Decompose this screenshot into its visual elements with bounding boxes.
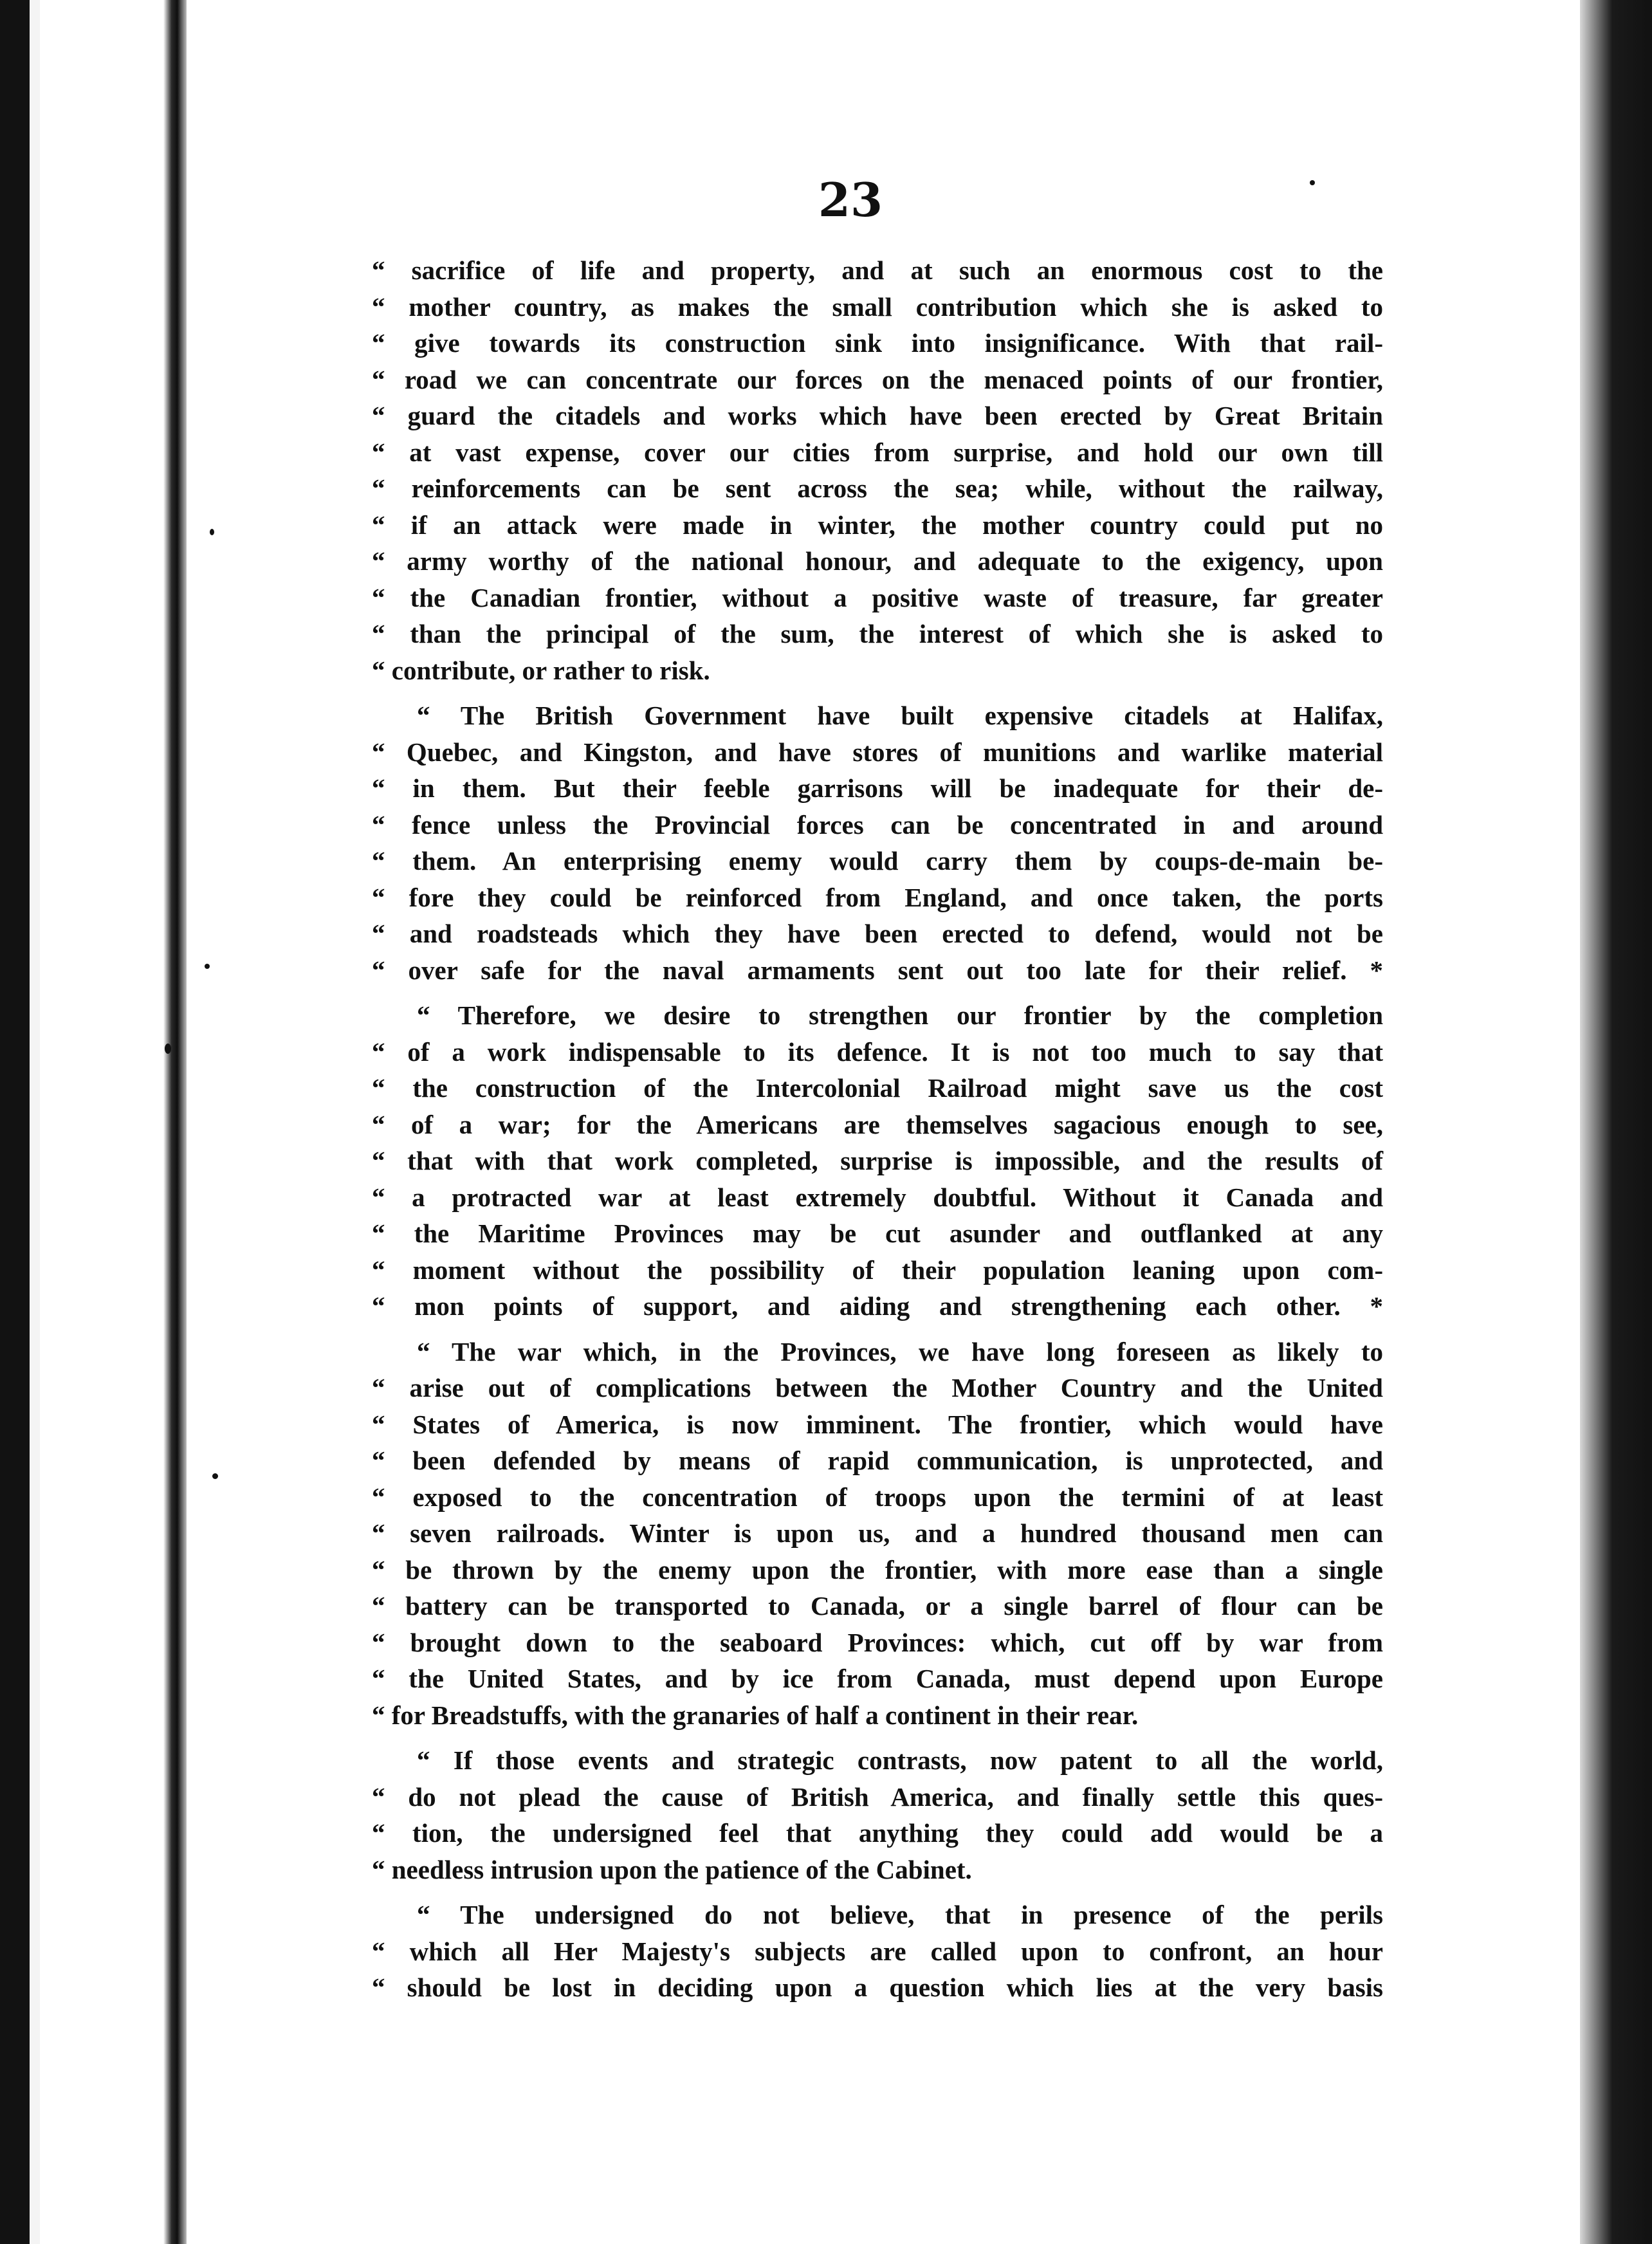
text-line: “ arise out of complications between the Mother Country and the United: [372, 1373, 1383, 1402]
text-line: “ been defended by means of rapid communication, is unprotected, and: [372, 1446, 1383, 1475]
text-line: “ give towards its construction sink into insignificance. With that rail-: [372, 328, 1383, 358]
gutter-line: [163, 0, 187, 2244]
ink-speck: [212, 1473, 218, 1479]
text-line: “ reinforcements can be sent across the sea; while, without the railway,: [372, 474, 1383, 503]
text-line: “ sacrifice of life and property, and at such an enormous cost to the: [372, 255, 1383, 285]
text-line: “ moment without the possibility of their population leaning upon com-: [372, 1255, 1383, 1285]
text-line: “ guard the citadels and works which have been erected by Great Britain: [372, 401, 1383, 430]
text-line: “ the construction of the Intercolonial Railroad might save us the cost: [372, 1073, 1383, 1103]
text-line: “ and roadsteads which they have been erected to defend, would not be: [372, 919, 1383, 948]
ink-speck: [205, 964, 210, 969]
binding-gap: [30, 0, 40, 2244]
text-line: “ should be lost in deciding upon a question which lies at the very basis: [372, 1973, 1383, 2002]
ink-speck: [210, 529, 214, 535]
text-line: “ a protracted war at least extremely doubtful. Without it Canada and: [372, 1182, 1383, 1212]
text-line: “ mon points of support, and aiding and strengthening each other. *: [372, 1291, 1383, 1321]
text-line: “ in them. But their feeble garrisons will be inadequate for their de-: [372, 773, 1383, 803]
ink-speck: [165, 1044, 171, 1054]
text-line: “ needless intrusion upon the patience of the Cabinet.: [372, 1854, 972, 1884]
text-line: “ fore they could be reinforced from England, and once taken, the ports: [372, 882, 1383, 912]
page-number: 23: [818, 172, 883, 227]
text-line: “ than the principal of the sum, the interest of which she is asked to: [372, 619, 1383, 648]
text-line: “ which all Her Majesty's subjects are called upon to confront, an hour: [372, 1936, 1383, 1966]
text-line: “ The undersigned do not believe, that in presence of the perils: [417, 1900, 1383, 1929]
page-text: [372, 252, 1383, 2006]
text-line: “ the Canadian frontier, without a positive waste of treasure, far greater: [372, 582, 1383, 612]
text-line: “ over safe for the naval armaments sent out too late for their relief. *: [372, 955, 1383, 985]
binding-shadow: [0, 0, 30, 2244]
text-line: “ mother country, as makes the small contribution which she is asked to: [372, 291, 1383, 322]
text-line: “ them. An enterprising enemy would carry them by coups-de-main be-: [372, 846, 1383, 876]
text-line: “ of a work indispensable to its defence. It is not too much to say that: [372, 1036, 1383, 1067]
text-line: “ battery can be transported to Canada, or a single barrel of flour can be: [372, 1591, 1383, 1621]
text-line: “ seven railroads. Winter is upon us, and a hundred thousand men can: [372, 1518, 1383, 1548]
text-line: “ fence unless the Provincial forces can be concentrated in and around: [372, 809, 1383, 840]
text-line: “ the United States, and by ice from Canada, must depend upon Europe: [372, 1664, 1383, 1693]
text-line: “ army worthy of the national honour, and adequate to the exigency, upon: [372, 546, 1383, 576]
text-line: “ Therefore, we desire to strengthen our frontier by the completion: [417, 1000, 1383, 1030]
text-line: “ that with that work completed, surprise is impossible, and the results of: [372, 1146, 1383, 1175]
ink-speck: [1310, 180, 1315, 185]
text-line: “ for Breadstuffs, with the granaries of half a continent in their rear.: [372, 1700, 1139, 1730]
text-line: “ Quebec, and Kingston, and have stores of munitions and warlike material: [372, 737, 1383, 767]
text-line: “ if an attack were made in winter, the mother country could put no: [372, 510, 1383, 540]
text-line: “ road we can concentrate our forces on the menaced points of our frontier,: [372, 364, 1383, 394]
text-line: “ the Maritime Provinces may be cut asunder and outflanked at any: [372, 1219, 1383, 1248]
text-line: “ do not plead the cause of British America, and finally settle this ques-: [372, 1781, 1383, 1812]
text-line: “ tion, the undersigned feel that anything they could add would be a: [372, 1818, 1383, 1848]
text-line: “ States of America, is now imminent. The frontier, which would have: [372, 1409, 1383, 1439]
text-line: “ be thrown by the enemy upon the frontier, with more ease than a single: [372, 1554, 1383, 1585]
text-line: “ exposed to the concentration of troops upon the termini of at least: [372, 1482, 1383, 1512]
text-line: “ at vast expense, cover our cities from surprise, and hold our own till: [372, 437, 1383, 467]
text-line: “ The war which, in the Provinces, we have long foreseen as likely to: [417, 1336, 1383, 1366]
text-line: “ If those events and strategic contrasts, now patent to all the world,: [417, 1745, 1383, 1775]
text-line: “ The British Government have built expensive citadels at Halifax,: [417, 701, 1383, 730]
text-line: “ contribute, or rather to risk.: [372, 655, 710, 685]
text-line: “ brought down to the seaboard Provinces: which, cut off by war from: [372, 1627, 1383, 1657]
page-edge-shadow: [1580, 0, 1652, 2244]
text-line: “ of a war; for the Americans are themselves sagacious enough to see,: [372, 1109, 1383, 1139]
